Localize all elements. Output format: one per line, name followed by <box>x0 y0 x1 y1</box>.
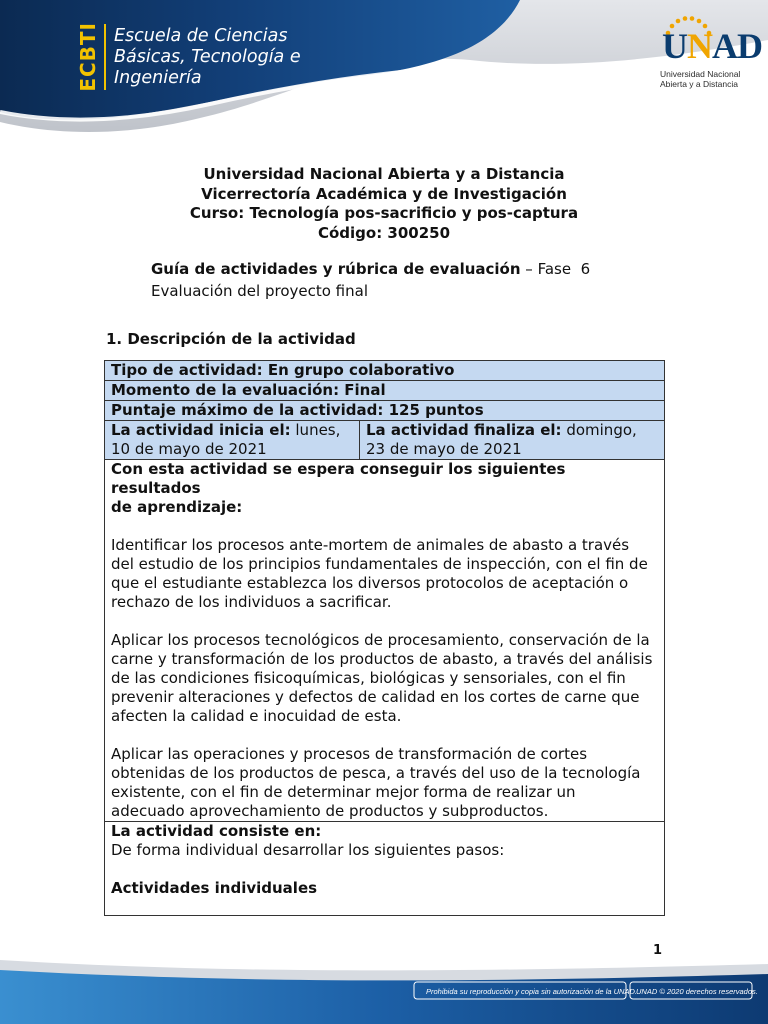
school-name <box>114 26 301 89</box>
ecbti-wordmark: ECBTI <box>76 22 100 92</box>
individual-activities-heading: Actividades individuales <box>111 879 318 897</box>
outcome-line: Identificar los procesos ante-mortem de animales de abasto a través <box>111 536 630 554</box>
outcome-line: existente, con el fin de determinar mejor forma de realizar un <box>111 783 576 801</box>
unad-subtitle-line: Abierta y a Distancia <box>660 78 738 89</box>
guide-heading-bold: Guía de actividades y rúbrica de evaluación <box>151 260 521 278</box>
unad-subtitle-line: Universidad Nacional <box>660 69 741 79</box>
outcome-line: adecuado aprovechamiento de productos y subproductos. <box>111 802 549 820</box>
table-row <box>105 421 665 460</box>
table-row <box>105 460 665 822</box>
unad-wordmark: UNAD <box>662 26 762 66</box>
start-date: 10 de mayo de 2021 <box>111 440 267 458</box>
activity-type-cell <box>105 361 665 381</box>
end-date: 23 de mayo de 2021 <box>366 440 522 458</box>
outcomes-title-line: de aprendizaje: <box>111 498 243 516</box>
end-date-cell <box>360 421 665 460</box>
outcome-line: prevenir alteraciones y defectos de calidad en los cortes de carne que <box>111 688 640 706</box>
learning-outcomes-cell <box>105 460 665 822</box>
guide-phase: – Fase 6 <box>520 260 591 278</box>
course-name: Curso: Tecnología pos-sacrificio y pos-captura <box>189 204 579 222</box>
end-day: domingo, <box>561 421 637 439</box>
evaluation-moment: Momento de la evaluación: Final <box>111 381 386 399</box>
outcome-line: que el estudiante establezca los diversos protocolos de aceptación o <box>111 574 629 592</box>
outcome-line: de las condiciones fisicoquímicas, biológicas y sensoriales, con el fin <box>111 669 626 687</box>
guide-heading <box>151 259 590 279</box>
copyright-notice: UNAD © 2020 derechos reservados. <box>636 987 758 996</box>
outcome-line: obtenidas de los productos de pesca, a través del uso de la tecnología <box>111 764 641 782</box>
activity-consists-title: La actividad consiste en: <box>111 822 322 840</box>
start-date-cell <box>105 421 360 460</box>
unad-subtitle <box>660 70 740 89</box>
school-name-line: Escuela de Ciencias <box>114 25 288 46</box>
max-score-cell <box>105 401 665 421</box>
table-row <box>105 401 665 421</box>
start-day: lunes, <box>290 421 341 439</box>
activity-consists-text: De forma individual desarrollar los siguientes pasos: <box>111 841 505 859</box>
evaluation-moment-cell <box>105 381 665 401</box>
university-name: Universidad Nacional Abierta y a Distancia <box>203 165 565 183</box>
table-row <box>105 822 665 916</box>
table-row <box>105 361 665 381</box>
outcome-line: carne y transformación de los productos de abasto, a través del análisis <box>111 650 653 668</box>
school-name-line: Básicas, Tecnología e <box>114 46 301 67</box>
page-number: 1 <box>653 943 663 958</box>
copy-notice: Prohibida su reproducción y copia sin autorización de la UNAD. <box>426 987 637 996</box>
end-date-label: La actividad finaliza el: <box>366 421 562 439</box>
outcome-line: rechazo de los individuos a sacrificar. <box>111 593 392 611</box>
activity-type: Tipo de actividad: En grupo colaborativo <box>111 361 455 379</box>
outcomes-title-line: Con esta actividad se espera conseguir los siguientes resultados <box>111 460 566 497</box>
school-brand <box>78 18 301 96</box>
max-score: Puntaje máximo de la actividad: 125 puntos <box>111 401 484 419</box>
document-title <box>0 165 768 243</box>
start-date-label: La actividad inicia el: <box>111 421 291 439</box>
guide-subtitle: Evaluación del proyecto final <box>151 282 368 300</box>
activity-description-cell <box>105 822 665 916</box>
outcome-line: del estudio de los principios fundamentales de inspección, con el fin de <box>111 555 648 573</box>
outcome-line: Aplicar las operaciones y procesos de transformación de cortes <box>111 745 588 763</box>
brand-divider <box>104 24 106 90</box>
table-row <box>105 381 665 401</box>
unad-logo <box>650 16 762 90</box>
school-name-line: Ingeniería <box>114 67 202 88</box>
section-title: 1. Descripción de la actividad <box>106 330 356 348</box>
course-code: Código: 300250 <box>317 223 451 242</box>
outcome-line: Aplicar los procesos tecnológicos de procesamiento, conservación de la <box>111 631 650 649</box>
vicerrectoria: Vicerrectoría Académica y de Investigación <box>201 184 567 203</box>
page-header <box>0 0 768 150</box>
outcome-line: afecten la calidad e inocuidad de esta. <box>111 707 402 725</box>
activity-table <box>104 360 665 916</box>
